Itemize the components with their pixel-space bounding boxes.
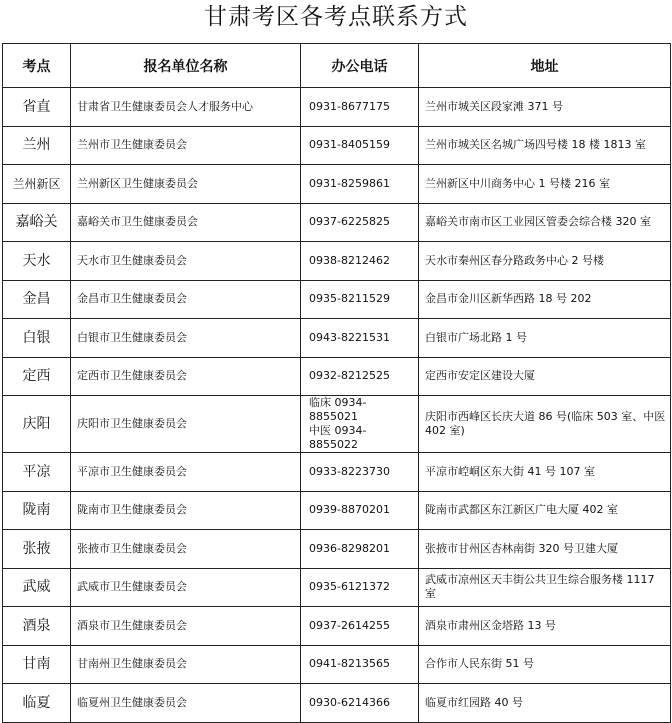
address-cell: 张掖市甘州区杏林南街 320 号卫建大厦 [419,530,671,569]
table-row [3,607,671,646]
org-cell: 兰州新区卫生健康委员会 [71,165,301,204]
phone-cell: 0931-8259861 [301,165,419,204]
org-cell: 临夏州卫生健康委员会 [71,684,301,723]
address-cell: 庆阳市西峰区长庆大道 86 号(临床 503 室、中医 402 室) [419,396,671,453]
table-row [3,568,671,607]
table-row [3,357,671,396]
site-cell: 陇南 [3,491,71,530]
phone-cell: 0932-8212525 [301,357,419,396]
org-cell: 金昌市卫生健康委员会 [71,280,301,319]
site-cell: 定西 [3,357,71,396]
site-cell: 武威 [3,568,71,607]
site-cell: 金昌 [3,280,71,319]
phone-cell: 0931-8677175 [301,88,419,127]
address-cell: 临夏市红园路 40 号 [419,684,671,723]
header-org: 报名单位名称 [71,44,301,88]
site-cell: 张掖 [3,530,71,569]
org-cell: 白银市卫生健康委员会 [71,319,301,358]
site-cell: 嘉峪关 [3,203,71,242]
address-cell: 白银市广场北路 1 号 [419,319,671,358]
header-address: 地址 [419,44,671,88]
address-cell: 陇南市武都区东江新区广电大厦 402 室 [419,491,671,530]
site-cell: 平凉 [3,453,71,492]
phone-cell: 0938-8212462 [301,242,419,281]
address-cell: 合作市人民东街 51 号 [419,645,671,684]
contact-table [2,43,671,723]
org-cell: 嘉峪关市卫生健康委员会 [71,203,301,242]
address-cell: 兰州市城关区段家滩 371 号 [419,88,671,127]
org-cell: 庆阳市卫生健康委员会 [71,396,301,453]
org-cell: 定西市卫生健康委员会 [71,357,301,396]
address-cell: 天水市秦州区春分路政务中心 2 号楼 [419,242,671,281]
address-cell: 平凉市崆峒区东大街 41 号 107 室 [419,453,671,492]
table-row [3,684,671,723]
table-row [3,396,671,453]
org-cell: 甘南州卫生健康委员会 [71,645,301,684]
table-row [3,530,671,569]
phone-line-clinical: 临床 0934-8855021 [309,396,367,423]
address-cell: 酒泉市肃州区金塔路 13 号 [419,607,671,646]
address-cell: 兰州市城关区名城广场四号楼 18 楼 1813 室 [419,126,671,165]
org-cell: 武威市卫生健康委员会 [71,568,301,607]
table-row [3,203,671,242]
header-site: 考点 [3,44,71,88]
phone-cell: 0937-6225825 [301,203,419,242]
table-row [3,242,671,281]
table-row [3,280,671,319]
org-cell: 平凉市卫生健康委员会 [71,453,301,492]
phone-cell [301,396,419,453]
site-cell: 酒泉 [3,607,71,646]
phone-cell: 0941-8213565 [301,645,419,684]
phone-cell: 0937-2614255 [301,607,419,646]
phone-cell: 0935-6121372 [301,568,419,607]
phone-line-tcm: 中医 0934-8855022 [309,424,367,451]
table-row [3,491,671,530]
header-phone: 办公电话 [301,44,419,88]
table-header-row [3,44,671,88]
site-cell: 临夏 [3,684,71,723]
org-cell: 张掖市卫生健康委员会 [71,530,301,569]
phone-cell: 0936-8298201 [301,530,419,569]
org-cell: 甘肃省卫生健康委员会人才服务中心 [71,88,301,127]
site-cell: 甘南 [3,645,71,684]
site-cell: 白银 [3,319,71,358]
address-cell: 兰州新区中川商务中心 1 号楼 216 室 [419,165,671,204]
org-cell: 兰州市卫生健康委员会 [71,126,301,165]
phone-cell: 0943-8221531 [301,319,419,358]
site-cell: 庆阳 [3,396,71,453]
page-title: 甘肃考区各考点联系方式 [204,4,468,30]
address-cell: 金昌市金川区新华西路 18 号 202 [419,280,671,319]
address-cell: 定西市安定区建设大厦 [419,357,671,396]
table-row [3,319,671,358]
table-row [3,645,671,684]
table-row [3,88,671,127]
phone-cell: 0939-8870201 [301,491,419,530]
table-row [3,453,671,492]
site-cell: 天水 [3,242,71,281]
site-cell: 兰州新区 [3,165,71,204]
site-cell: 省直 [3,88,71,127]
address-cell: 武威市凉州区天丰街公共卫生综合服务楼 1117 室 [419,568,671,607]
table-row [3,126,671,165]
org-cell: 陇南市卫生健康委员会 [71,491,301,530]
org-cell: 酒泉市卫生健康委员会 [71,607,301,646]
address-cell: 嘉峪关市南市区工业园区管委会综合楼 320 室 [419,203,671,242]
phone-cell: 0933-8223730 [301,453,419,492]
phone-cell: 0930-6214366 [301,684,419,723]
site-cell: 兰州 [3,126,71,165]
org-cell: 天水市卫生健康委员会 [71,242,301,281]
table-row [3,165,671,204]
phone-cell: 0935-8211529 [301,280,419,319]
phone-cell: 0931-8405159 [301,126,419,165]
